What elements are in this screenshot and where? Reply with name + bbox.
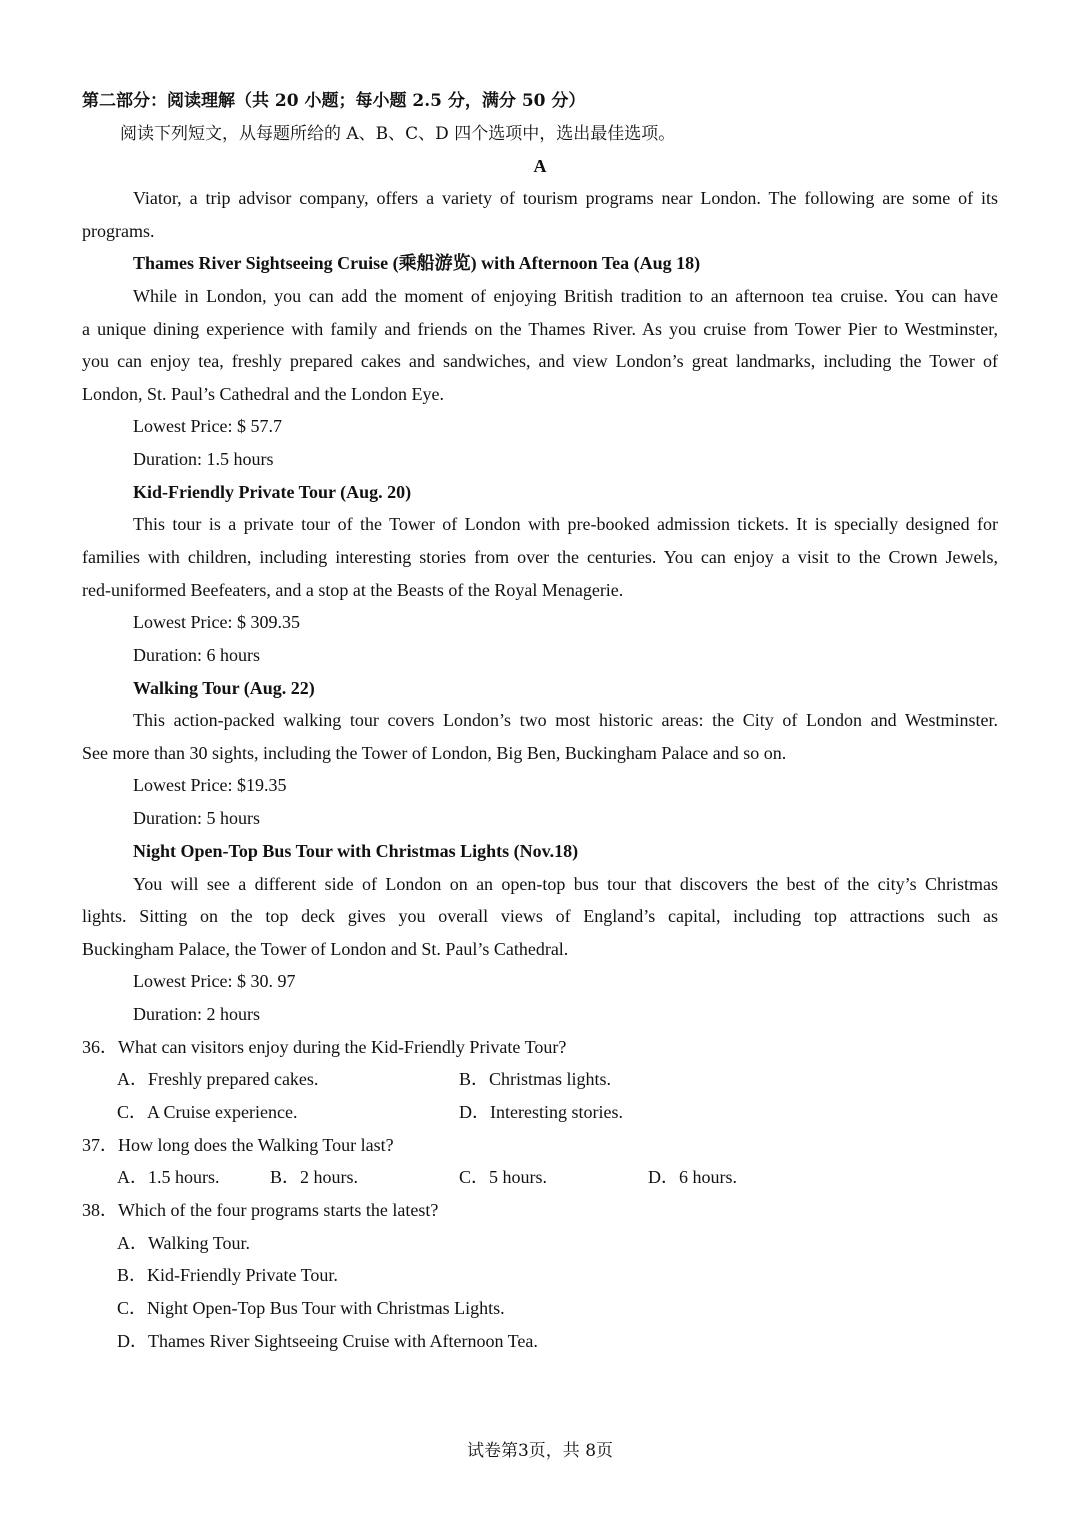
program-text-line: Buckingham Palace, the Tower of London and St. Paul’s Cathedral. <box>82 939 569 959</box>
program-price: Lowest Price: $19.35 <box>133 775 287 795</box>
program-duration: Duration: 5 hours <box>133 808 260 828</box>
program-text-line: families with children, including interesting stories from over the centuries. You can enjoy a visit to the Crown Jewels, <box>82 547 998 567</box>
answer-option: D．Interesting stories. <box>459 1102 623 1122</box>
page-number: 试卷第3页，共 8页 <box>466 1441 614 1461</box>
program-text-line: lights. Sitting on the top deck gives you overall views of England’s capital, including top attractions such as <box>82 906 998 926</box>
program-price: Lowest Price: $ 30. 97 <box>133 971 296 991</box>
answer-option: B．Christmas lights. <box>459 1069 612 1089</box>
section-title: 第二部分：阅读理解（共 20 小题；每小题 2.5 分，满分 50 分） <box>82 91 586 111</box>
program-price: Lowest Price: $ 57.7 <box>133 416 282 436</box>
answer-option: D．Thames River Sightseeing Cruise with Afternoon Tea. <box>117 1331 538 1351</box>
answer-option: C．Night Open-Top Bus Tour with Christmas Lights. <box>117 1298 505 1318</box>
program-title: Night Open-Top Bus Tour with Christmas Lights (Nov.18) <box>133 841 579 861</box>
program-duration: Duration: 6 hours <box>133 645 260 665</box>
program-title: Thames River Sightseeing Cruise (乘船游览) with Afternoon Tea (Aug 18) <box>133 253 701 273</box>
intro-line: Viator, a trip advisor company, offers a variety of tourism programs near London. The following are some of its <box>133 188 998 208</box>
program-duration: Duration: 2 hours <box>133 1004 260 1024</box>
program-text-line: This action-packed walking tour covers London’s two most historic areas: the City of London and Westminster. <box>133 710 998 730</box>
program-title: Kid-Friendly Private Tour (Aug. 20) <box>133 482 412 502</box>
answer-option: B．Kid-Friendly Private Tour. <box>117 1265 338 1285</box>
answer-option: D．6 hours. <box>648 1167 737 1187</box>
answer-option: B．2 hours. <box>270 1167 359 1187</box>
intro-line: programs. <box>82 221 155 241</box>
question-stem: 37．How long does the Walking Tour last? <box>82 1135 394 1155</box>
answer-option: A．1.5 hours. <box>117 1167 220 1187</box>
program-text-line: This tour is a private tour of the Tower of London with pre-booked admission tickets. It is specially designed for <box>133 514 998 534</box>
program-text-line: red-uniformed Beefeaters, and a stop at the Beasts of the Royal Menagerie. <box>82 580 624 600</box>
answer-option: C．5 hours. <box>459 1167 548 1187</box>
answer-option: A．Freshly prepared cakes. <box>117 1069 319 1089</box>
program-title: Walking Tour (Aug. 22) <box>133 678 315 698</box>
program-text-line: London, St. Paul’s Cathedral and the London Eye. <box>82 384 444 404</box>
program-text-line: While in London, you can add the moment of enjoying British tradition to an afternoon tea cruise. You can have <box>133 286 998 306</box>
program-text-line: See more than 30 sights, including the Tower of London, Big Ben, Buckingham Palace and so on. <box>82 743 787 763</box>
passage-label: A <box>533 156 547 176</box>
question-stem: 36．What can visitors enjoy during the Kid-Friendly Private Tour? <box>82 1037 567 1057</box>
program-text-line: a unique dining experience with family and friends on the Thames River. As you cruise from Tower Pier to Westminster, <box>82 319 998 339</box>
program-text-line: You will see a different side of London on an open-top bus tour that discovers the best of the city’s Christmas <box>133 874 998 894</box>
program-text-line: you can enjoy tea, freshly prepared cakes and sandwiches, and view London’s great landmarks, including the Tower of <box>82 351 998 371</box>
answer-option: C．A Cruise experience. <box>117 1102 298 1122</box>
program-price: Lowest Price: $ 309.35 <box>133 612 300 632</box>
instructions: 阅读下列短文，从每题所给的 A、B、C、D 四个选项中，选出最佳选项。 <box>120 124 676 144</box>
answer-option: A．Walking Tour. <box>117 1233 250 1253</box>
program-duration: Duration: 1.5 hours <box>133 449 274 469</box>
question-stem: 38．Which of the four programs starts the latest? <box>82 1200 439 1220</box>
